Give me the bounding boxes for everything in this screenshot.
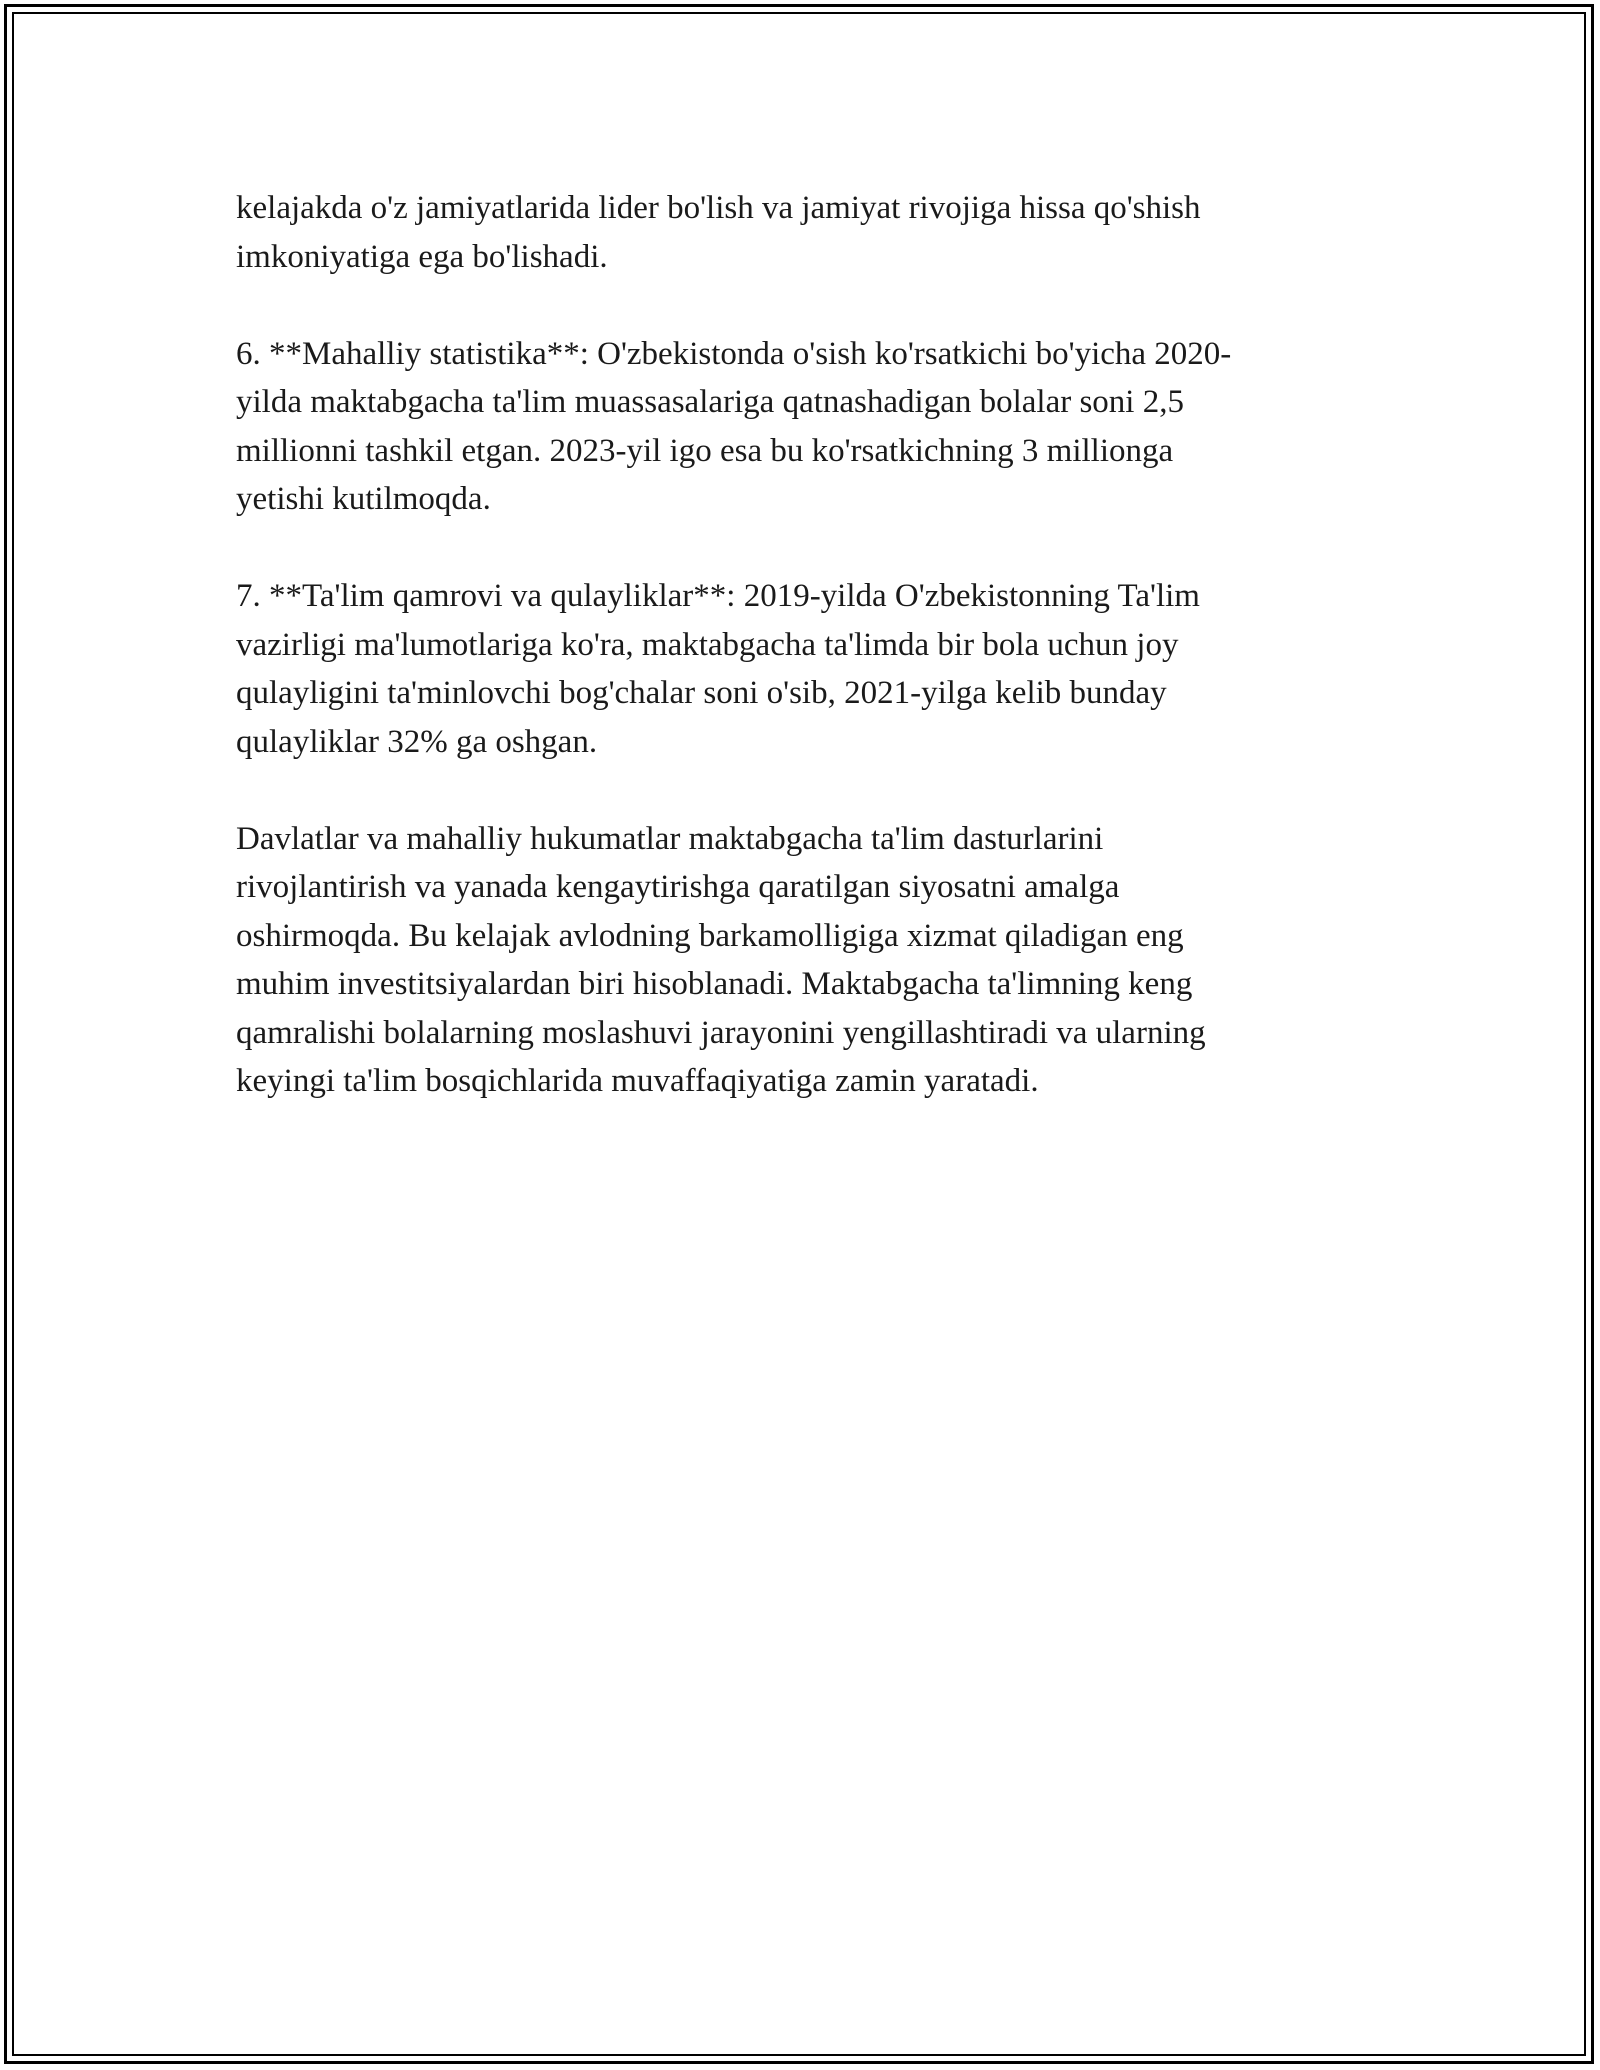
text-line: kelajakda o'z jamiyatlarida lider bo'lish va jamiyat rivojiga hissa qo'shish (236, 190, 1201, 226)
text-line: Davlatlar va mahalliy hukumatlar maktabgacha ta'lim dasturlarini (236, 820, 1104, 857)
text-line: rivojlantirish va yanada kengaytirishga qaratilgan siyosatni amalga (236, 869, 1120, 905)
text-line: vazirligi ma'lumotlariga ko'ra, maktabgacha ta'limda bir bola uchun joy (236, 626, 1179, 663)
paragraph-conclusion (236, 815, 1356, 1106)
text-line: millionni tashkil etgan. 2023-yil igo esa bu ko'rsatkichning 3 millionga (236, 432, 1174, 469)
text-line: muhim investitsiyalardan biri hisoblanadi. Maktabgacha ta'limning keng (236, 966, 1193, 1002)
text-line: 7. **Ta'lim qamrovi va qulayliklar**: 2019-yilda O'zbekistonning Ta'lim (236, 578, 1200, 614)
paragraph-continuation (236, 184, 1356, 281)
text-line: keyingi ta'lim bosqichlarida muvaffaqiyatiga zamin yaratadi. (236, 1063, 1039, 1099)
text-line: 6. **Mahalliy statistika**: O'zbekistonda o'sish ko'rsatkichi bo'yicha 2020- (236, 335, 1232, 372)
text-line: yetishi kutilmoqda. (236, 481, 491, 517)
paragraph-item-6 (236, 330, 1356, 524)
document-body (236, 184, 1356, 1154)
text-line: imkoniyatiga ega bo'lishadi. (236, 238, 608, 275)
text-line: qamralishi bolalarning moslashuvi jarayonini yengillashtiradi va ularning (236, 1014, 1206, 1051)
text-line: qulayliklar 32% ga oshgan. (236, 723, 598, 760)
paragraph-item-7 (236, 572, 1356, 766)
text-line: yilda maktabgacha ta'lim muassasalariga qatnashadigan bolalar soni 2,5 (236, 384, 1184, 420)
text-line: qulayligini ta'minlovchi bog'chalar soni o'sib, 2021-yilga kelib bunday (236, 675, 1167, 711)
text-line: oshirmoqda. Bu kelajak avlodning barkamolligiga xizmat qiladigan eng (236, 917, 1184, 954)
